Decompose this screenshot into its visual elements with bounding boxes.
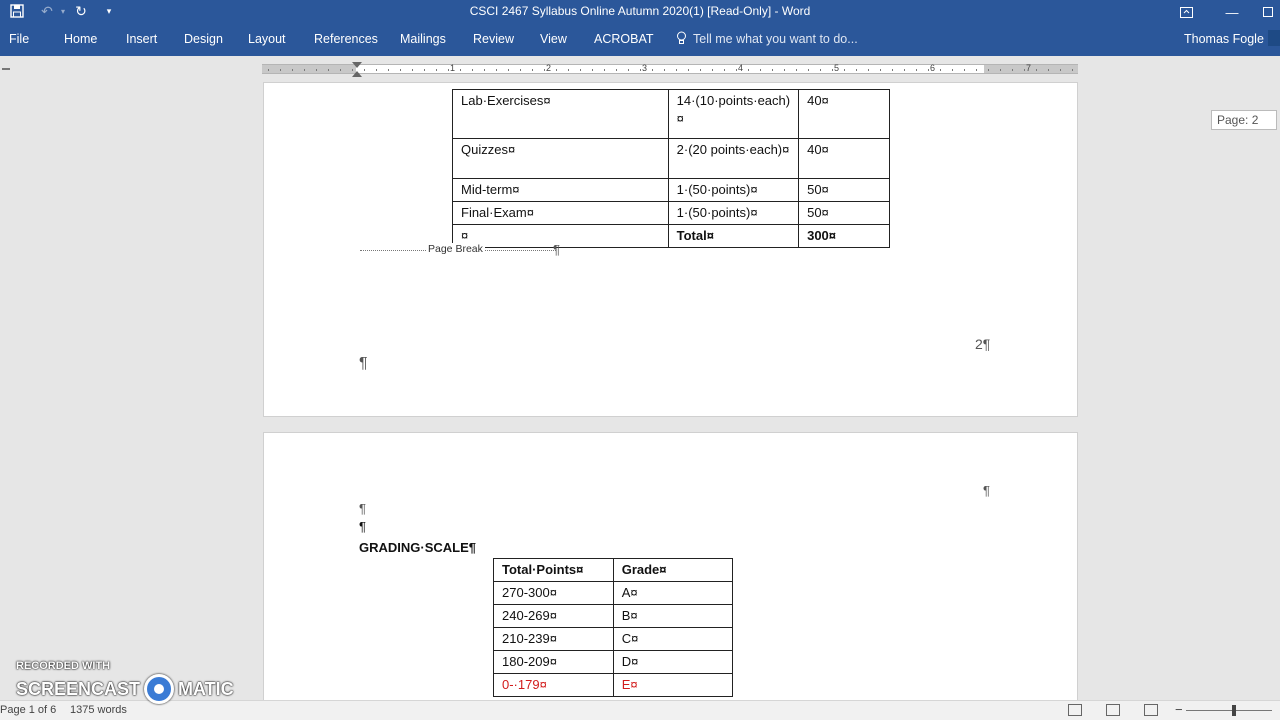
web-layout-icon[interactable] <box>1144 704 1158 716</box>
table-cell[interactable]: 40¤ <box>799 90 890 139</box>
table-cell[interactable]: Lab·Exercises¤ <box>453 90 669 139</box>
grading-scale-heading: GRADING·SCALE¶ <box>359 540 477 555</box>
table-cell[interactable]: C¤ <box>613 628 732 651</box>
table-row <box>494 628 733 651</box>
ruler-tick <box>928 69 929 71</box>
ruler-tick <box>808 69 809 71</box>
tell-me-search[interactable]: Tell me what you want to do... <box>693 32 858 46</box>
table-row <box>494 582 733 605</box>
ruler-tick <box>1072 69 1073 71</box>
ruler-tick <box>892 69 893 71</box>
table-cell[interactable]: 270-300¤ <box>494 582 614 605</box>
ruler-tick <box>472 69 473 71</box>
ruler-tick <box>820 69 821 71</box>
window-title: CSCI 2467 Syllabus Online Autumn 2020(1) [Read-Only] - Word <box>469 4 811 18</box>
table-cell[interactable]: 40¤ <box>799 139 890 179</box>
ruler-tick <box>592 69 593 71</box>
table-cell[interactable]: D¤ <box>613 651 732 674</box>
watermark-left: SCREENCAST <box>16 678 141 699</box>
table-cell[interactable]: A¤ <box>613 582 732 605</box>
ruler-tick <box>904 69 905 71</box>
zoom-out-icon[interactable]: − <box>1175 702 1183 717</box>
ruler-tick <box>520 69 521 71</box>
ruler-tick <box>976 69 977 71</box>
tab-insert[interactable]: Insert <box>126 32 158 46</box>
screencast-watermark <box>16 660 234 704</box>
zoom-slider-thumb[interactable] <box>1232 705 1236 716</box>
zoom-slider-track[interactable] <box>1186 710 1272 711</box>
ruler-tick <box>760 69 761 71</box>
ruler-number: 4 <box>738 63 744 73</box>
ruler-tick <box>964 69 965 71</box>
ruler-tick <box>556 69 557 71</box>
ruler-tick <box>400 69 401 71</box>
ruler-tick <box>436 69 437 71</box>
table-cell[interactable]: 180-209¤ <box>494 651 614 674</box>
table-cell[interactable]: 2·(20 points·each)¤ <box>668 139 798 179</box>
ruler-tick <box>880 69 881 71</box>
ruler-left-margin <box>262 65 356 73</box>
ruler-tick <box>376 69 377 71</box>
table-cell[interactable]: E¤ <box>613 674 732 697</box>
redo-icon[interactable]: ↻ <box>75 2 87 19</box>
document-page-1 <box>263 82 1078 417</box>
paragraph-mark: ¶ <box>359 519 366 534</box>
first-line-indent-marker[interactable] <box>352 62 362 68</box>
ruler-tick <box>568 69 569 71</box>
page-tooltip: Page: 2 <box>1211 110 1277 130</box>
table-cell[interactable]: B¤ <box>613 605 732 628</box>
table-cell[interactable]: 14·(10·points·each)¤ <box>668 90 798 139</box>
page-number: 2¶ <box>975 336 991 352</box>
table-cell[interactable]: Quizzes¤ <box>453 139 669 179</box>
table-row <box>494 674 733 697</box>
table-cell[interactable]: 1·(50·points)¤ <box>668 202 798 225</box>
ruler-tick <box>712 69 713 71</box>
paragraph-mark: ¶ <box>553 242 560 257</box>
ruler-number: 1 <box>450 63 456 73</box>
ruler-tick <box>748 69 749 71</box>
ribbon-display-icon[interactable] <box>1163 0 1209 24</box>
ruler-tick <box>772 69 773 71</box>
table-cell[interactable]: 50¤ <box>799 202 890 225</box>
ruler-tick <box>676 69 677 71</box>
table-row <box>453 225 890 248</box>
ruler-tick <box>604 69 605 71</box>
ruler-tick <box>940 69 941 71</box>
ruler-tick <box>988 69 989 71</box>
share-icon[interactable] <box>1268 30 1280 46</box>
ruler-tick <box>844 69 845 71</box>
ruler-tick <box>1012 69 1013 71</box>
tab-acrobat[interactable]: ACROBAT <box>594 32 654 46</box>
ruler-tick <box>316 69 317 71</box>
paragraph-mark: ¶ <box>983 483 990 498</box>
watermark-right: MATIC <box>178 678 234 699</box>
ruler-tick <box>364 69 365 71</box>
ruler-tick <box>916 69 917 71</box>
user-name[interactable]: Thomas Fogle <box>1184 32 1264 46</box>
table-cell[interactable]: 300¤ <box>799 225 890 248</box>
table-cell[interactable]: 0-·179¤ <box>494 674 614 697</box>
lightbulb-icon <box>676 31 687 48</box>
print-layout-icon[interactable] <box>1106 704 1120 716</box>
ruler-tick <box>328 69 329 71</box>
undo-dropdown-icon[interactable]: ▾ <box>60 6 65 16</box>
page-count[interactable]: Page 1 of 6 <box>0 704 57 716</box>
ruler-number: 6 <box>930 63 936 73</box>
table-cell[interactable]: ¤ <box>453 225 669 248</box>
table-cell[interactable]: Final·Exam¤ <box>453 202 669 225</box>
table-row <box>494 605 733 628</box>
ruler-tick <box>1024 69 1025 71</box>
ruler-number: 3 <box>642 63 648 73</box>
tab-design[interactable]: Design <box>184 32 223 46</box>
horizontal-ruler[interactable] <box>262 64 1078 74</box>
table-cell[interactable]: Total¤ <box>668 225 798 248</box>
tab-mailings[interactable]: Mailings <box>400 32 446 46</box>
paragraph-mark: ¶ <box>359 501 366 516</box>
table-row <box>494 651 733 674</box>
tab-home[interactable]: Home <box>64 32 98 46</box>
ruler-tick <box>424 69 425 71</box>
customize-icon[interactable]: ▾ <box>106 5 112 16</box>
table-cell[interactable]: Mid-term¤ <box>453 179 669 202</box>
ruler-tick <box>856 69 857 71</box>
ruler-tick <box>868 69 869 71</box>
title-bar <box>0 0 1280 24</box>
ruler-tick <box>292 69 293 71</box>
table-row <box>453 179 890 202</box>
ribbon-tabs <box>0 24 1280 56</box>
ruler-tick <box>412 69 413 71</box>
ruler-tick <box>304 69 305 71</box>
ruler-tick <box>652 69 653 71</box>
ruler-tick <box>580 69 581 71</box>
read-mode-icon[interactable] <box>1068 704 1082 716</box>
table-header-cell[interactable]: Grade¤ <box>613 559 732 582</box>
ruler-tick <box>544 69 545 71</box>
ruler-tick <box>532 69 533 71</box>
undo-icon[interactable]: ↶ <box>41 2 53 19</box>
ruler-tick <box>508 69 509 71</box>
ruler-tick <box>280 69 281 71</box>
ruler-tick <box>700 69 701 71</box>
table-row <box>494 559 733 582</box>
ruler-number: 7 <box>1026 63 1032 73</box>
table-cell[interactable]: 50¤ <box>799 179 890 202</box>
ruler-tick <box>496 69 497 71</box>
table-row <box>453 202 890 225</box>
watermark-line1: RECORDED WITH <box>16 660 111 672</box>
ruler-tick <box>352 69 353 71</box>
ruler-tick <box>688 69 689 71</box>
ruler-tick <box>832 69 833 71</box>
tab-references[interactable]: References <box>314 32 378 46</box>
ruler-tick <box>724 69 725 71</box>
ruler-tick <box>736 69 737 71</box>
table-row <box>453 90 890 139</box>
ruler-tick <box>616 69 617 71</box>
ruler-tick <box>388 69 389 71</box>
table-cell[interactable]: 240-269¤ <box>494 605 614 628</box>
ruler-tick <box>484 69 485 71</box>
grading-scale-table <box>493 558 733 697</box>
ruler-tick <box>1060 69 1061 71</box>
screencast-logo-icon <box>144 674 174 704</box>
ruler-tick <box>664 69 665 71</box>
ruler-number: 2 <box>546 63 552 73</box>
ruler-tick <box>640 69 641 71</box>
paragraph-mark: ¶ <box>359 355 368 372</box>
tab-review[interactable]: Review <box>473 32 514 46</box>
page-break-label: Page Break <box>428 243 483 255</box>
tab-file[interactable]: File <box>9 32 30 46</box>
tab-selector-icon[interactable] <box>2 68 10 70</box>
table-row <box>453 139 890 179</box>
maximize-icon[interactable] <box>1255 0 1280 24</box>
tab-layout[interactable]: Layout <box>248 32 286 46</box>
ruler-tick <box>268 69 269 71</box>
tab-view[interactable]: View <box>540 32 567 46</box>
ruler-tick <box>784 69 785 71</box>
ruler-tick <box>952 69 953 71</box>
ruler-tick <box>628 69 629 71</box>
ruler-number: 5 <box>834 63 840 73</box>
ruler-tick <box>460 69 461 71</box>
table-cell[interactable]: 1·(50·points)¤ <box>668 179 798 202</box>
ruler-tick <box>1048 69 1049 71</box>
points-table <box>452 89 890 248</box>
ruler-tick <box>1036 69 1037 71</box>
minimize-icon[interactable]: — <box>1225 4 1239 20</box>
ruler-tick <box>1000 69 1001 71</box>
document-page-2 <box>263 432 1078 702</box>
ruler-tick <box>340 69 341 71</box>
ruler-area <box>0 56 1280 82</box>
ruler-tick <box>448 69 449 71</box>
hanging-indent-marker[interactable] <box>352 71 362 77</box>
table-header-cell[interactable]: Total·Points¤ <box>494 559 614 582</box>
table-cell[interactable]: 210-239¤ <box>494 628 614 651</box>
ruler-tick <box>796 69 797 71</box>
word-count[interactable]: 1375 words <box>70 704 127 716</box>
